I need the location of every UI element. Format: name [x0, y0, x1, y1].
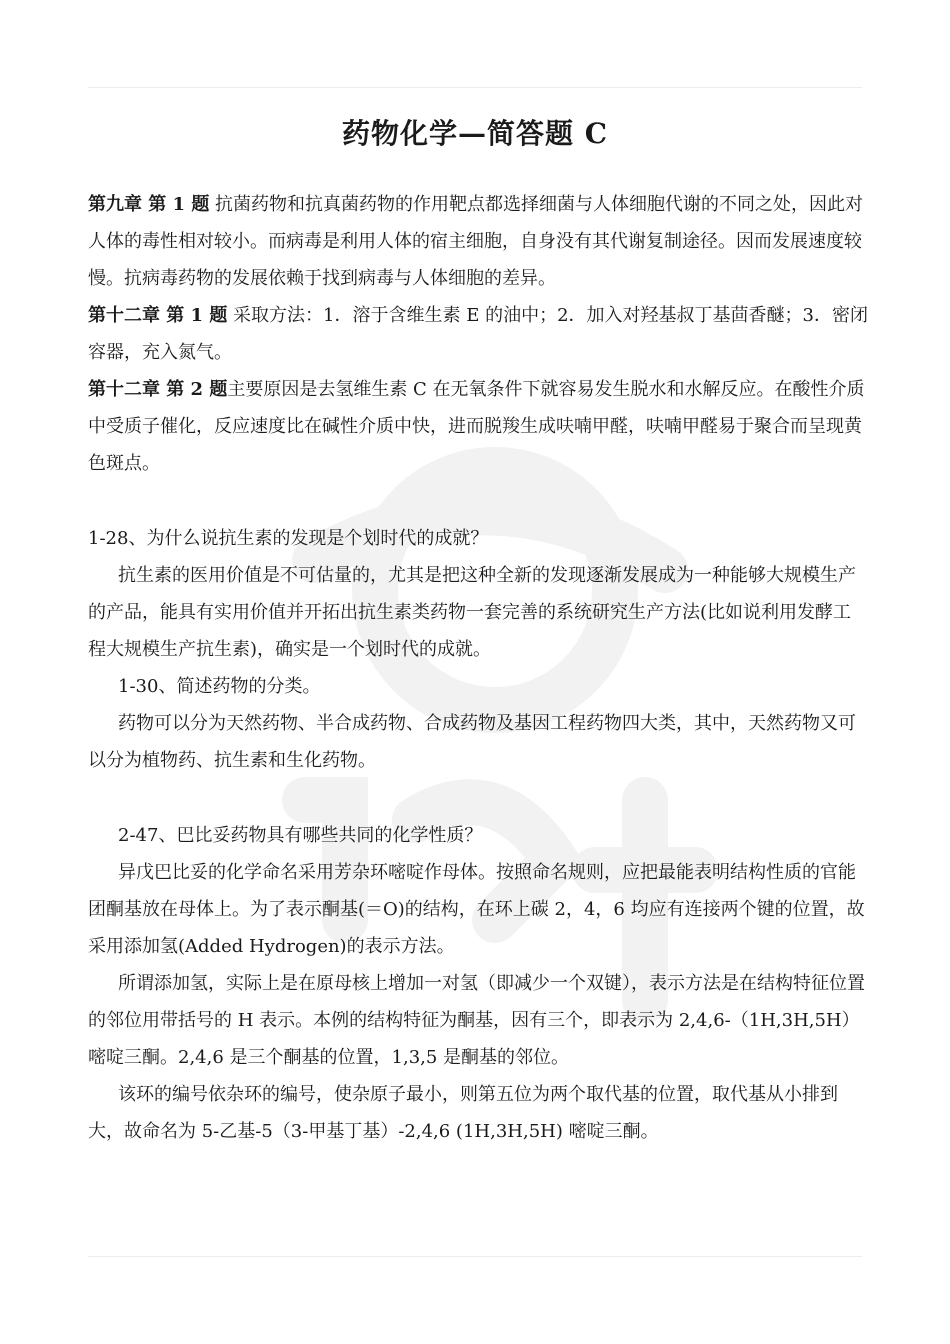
spacer: [88, 779, 868, 817]
answer-1-28: 抗生素的医用价值是不可估量的，尤其是把这种全新的发现逐渐发展成为一种能够大规模生产的产品，能具有实用价值并开拓出抗生素类药物一套完善的系统研究生产方法(比如说利用发酵工程大规模生产抗生素)，确实是一个划时代的成就。: [88, 565, 856, 660]
spacer: [88, 482, 868, 520]
section-label: 第十二章 第 1 题: [88, 305, 228, 326]
section-text: 抗菌药物和抗真菌药物的作用靶点都选择细菌与人体细胞代谢的不同之处，因此对人体的毒性相对较小。而病毒是利用人体的宿主细胞，自身没有其代谢复制途径。因而发展速度较慢。抗病毒药物的发展依赖于找到病毒与人体细胞的差异。: [88, 194, 864, 289]
page-title: 药物化学—简答题 C: [341, 117, 609, 150]
document-body: [88, 186, 868, 1150]
question-2-47: 2-47、巴比妥药物具有哪些共同的化学性质？: [118, 825, 483, 846]
answer-2-47-paragraph-1: 异戊巴比妥的化学命名采用芳杂环嘧啶作母体。按照命名规则，应把最能表明结构性质的官能团酮基放在母体上。为了表示酮基(＝O)的结构，在环上碳 2，4，6 均应有连接两个键的位置，故采用添加氢(Added Hydrogen)的表示方法。: [88, 862, 865, 957]
answer-1-30: 药物可以分为天然药物、半合成药物、合成药物及基因工程药物四大类，其中，天然药物又可以分为植物药、抗生素和生化药物。: [88, 713, 856, 771]
header-rule: [88, 87, 862, 88]
footer-rule: [88, 1256, 862, 1257]
section-chapter9-q1: [88, 186, 868, 297]
section-text: 采取方法：1．溶于含维生素 E 的油中；2．加入对羟基叔丁基茴香醚；3．密闭容器，充入氮气。: [88, 305, 868, 363]
section-chapter12-q2: [88, 371, 868, 482]
section-label: 第九章 第 1 题: [88, 194, 210, 215]
section-chapter12-q1: [88, 297, 868, 371]
question-1-28: 1-28、为什么说抗生素的发现是个划时代的成就？: [88, 528, 489, 549]
section-label: 第十二章 第 2 题: [88, 379, 228, 400]
question-1-30: 1-30、简述药物的分类。: [118, 676, 321, 697]
answer-2-47-paragraph-2: 所谓添加氢，实际上是在原母核上增加一对氢（即减少一个双键），表示方法是在结构特征位置的邻位用带括号的 H 表示。本例的结构特征为酮基，因有三个，即表示为 2,4,6-（1H,3H,5H）嘧啶三酮。2,4,6 是三个酮基的位置，1,3,5 是酮基的邻位。: [88, 973, 865, 1068]
section-text: 主要原因是去氢维生素 C 在无氧条件下就容易发生脱水和水解反应。在酸性介质中受质子催化，反应速度比在碱性介质中快，进而脱羧生成呋喃甲醛，呋喃甲醛易于聚合而呈现黄色斑点。: [88, 379, 865, 474]
answer-2-47-paragraph-3: 该环的编号依杂环的编号，使杂原子最小，则第五位为两个取代基的位置，取代基从小排到大，故命名为 5-乙基-5（3-甲基丁基）-2,4,6 (1H,3H,5H) 嘧啶三酮。: [88, 1084, 838, 1142]
